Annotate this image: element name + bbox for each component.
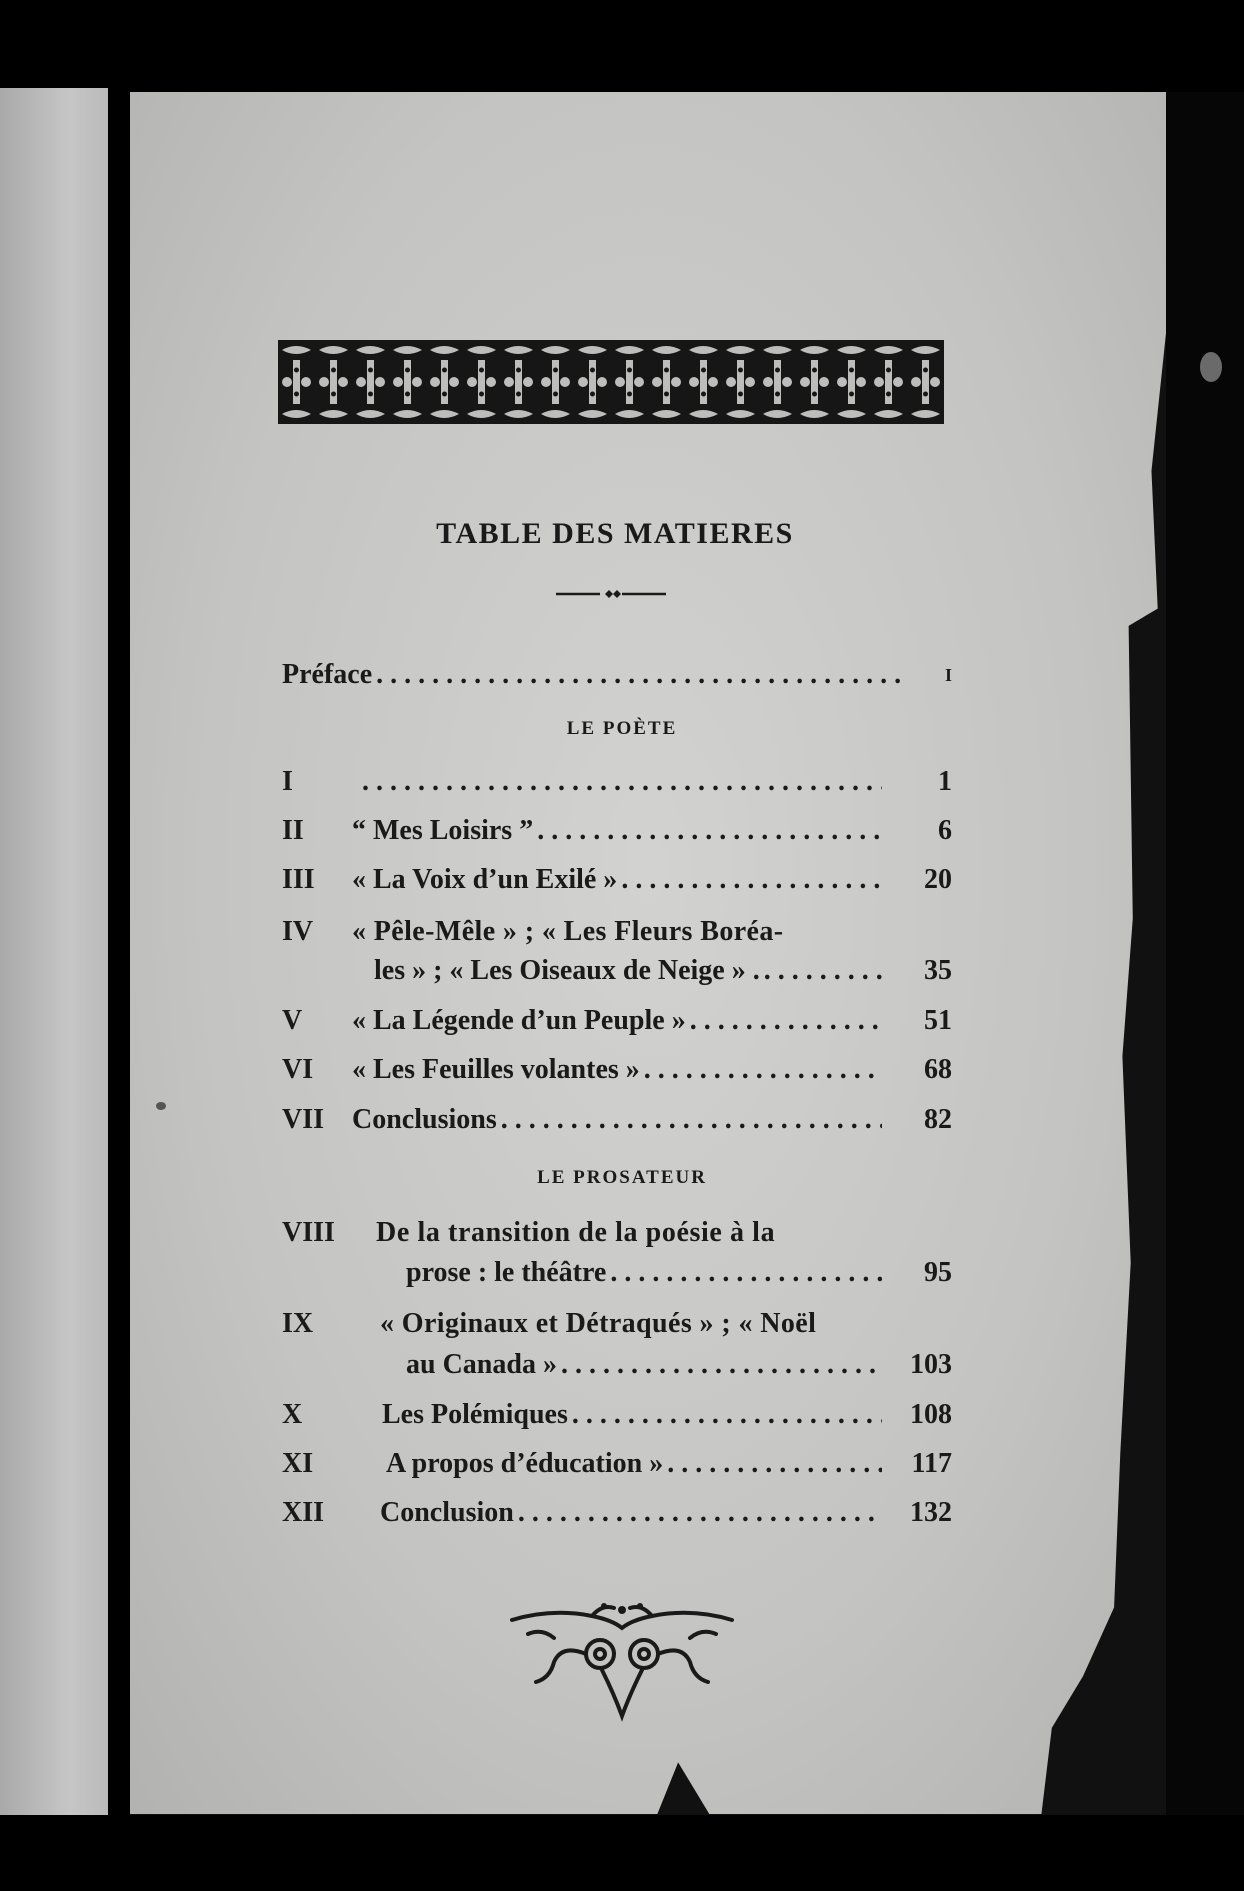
toc-row <box>282 1345 962 1385</box>
chapter-page: 1 <box>938 766 952 797</box>
chapter-title: prose : le théâtre <box>406 1257 607 1288</box>
paper-speck <box>156 1102 166 1110</box>
chapter-title-line1: « Pêle-Mêle » ; « Les Fleurs Boréa- <box>352 916 784 947</box>
chapter-title: Les Polémiques <box>382 1399 568 1430</box>
toc-row <box>282 860 962 900</box>
dot-leader <box>610 1253 882 1293</box>
chapter-title: « La Légende d’un Peuple » <box>352 1005 686 1036</box>
chapter-page: 117 <box>911 1448 952 1479</box>
toc-row <box>282 1001 962 1041</box>
chapter-number: II <box>282 815 304 846</box>
chapter-page: 108 <box>910 1399 952 1430</box>
chapter-page: 51 <box>924 1005 952 1036</box>
section-heading-poete: LE POÈTE <box>566 718 678 739</box>
dot-leader <box>667 1444 882 1484</box>
toc-row <box>282 1444 962 1484</box>
chapter-page: 20 <box>924 864 952 895</box>
chapter-title: A propos d’éducation » <box>386 1448 664 1479</box>
toc-row <box>282 1395 962 1435</box>
toc-row <box>282 1100 962 1140</box>
chapter-title: « La Voix d’un Exilé » <box>352 864 618 895</box>
chapter-number: XII <box>282 1497 325 1528</box>
dot-leader <box>537 811 882 851</box>
chapter-title-line1: « Originaux et Détraqués » ; « Noël <box>380 1308 817 1339</box>
toc-row <box>282 811 962 851</box>
toc-row <box>282 1253 962 1293</box>
dot-leader <box>690 1001 882 1041</box>
chapter-page: 95 <box>924 1257 952 1288</box>
dot-leader <box>518 1493 882 1533</box>
chapter-number: X <box>282 1399 303 1430</box>
title-divider-icon <box>556 586 666 602</box>
header-ornament-band <box>278 340 944 424</box>
dot-leader <box>561 1345 882 1385</box>
chapter-page: 82 <box>924 1104 952 1135</box>
toc-row <box>282 1493 962 1533</box>
dot-leader <box>621 860 882 900</box>
page-title: TABLE DES MATIERES <box>436 517 794 550</box>
chapter-number: XI <box>282 1448 314 1479</box>
chapter-number: VIII <box>282 1217 335 1248</box>
preface-page: I <box>944 665 952 685</box>
chapter-number: IV <box>282 916 314 947</box>
dot-leader <box>644 1050 882 1090</box>
chapter-number: V <box>282 1005 303 1036</box>
chapter-title: les » ; « Les Oiseaux de Neige » . <box>374 955 760 986</box>
dot-leader <box>764 951 882 991</box>
toc-row <box>282 951 962 991</box>
chapter-number: IX <box>282 1308 314 1339</box>
paper-stain <box>1200 352 1222 382</box>
section-heading-prosateur: LE PROSATEUR <box>537 1167 707 1188</box>
chapter-number: VI <box>282 1054 314 1085</box>
chapter-page: 35 <box>924 955 952 986</box>
chapter-number: I <box>282 766 293 797</box>
dot-leader <box>362 762 882 802</box>
toc-row <box>282 762 962 802</box>
chapter-number: VII <box>282 1104 325 1135</box>
chapter-title: Conclusion <box>380 1497 514 1528</box>
toc-row <box>282 1050 962 1090</box>
chapter-page: 103 <box>910 1349 952 1380</box>
chapter-title: “ Mes Loisirs ” <box>352 815 534 846</box>
fleuron-ornament-icon <box>492 1598 752 1728</box>
dot-leader <box>501 1100 882 1140</box>
chapter-title: Conclusions <box>352 1104 497 1135</box>
chapter-title: « Les Feuilles volantes » <box>352 1054 640 1085</box>
chapter-number: III <box>282 864 315 895</box>
chapter-page: 6 <box>938 815 952 846</box>
chapter-page: 132 <box>910 1497 952 1528</box>
dot-leader <box>572 1395 882 1435</box>
dot-leader <box>376 655 902 695</box>
chapter-title-line1: De la transition de la poésie à la <box>376 1217 776 1248</box>
preface-label: Préface <box>282 659 373 690</box>
toc-preface-row <box>282 655 962 695</box>
chapter-title: au Canada » <box>406 1349 557 1380</box>
chapter-page: 68 <box>924 1054 952 1085</box>
